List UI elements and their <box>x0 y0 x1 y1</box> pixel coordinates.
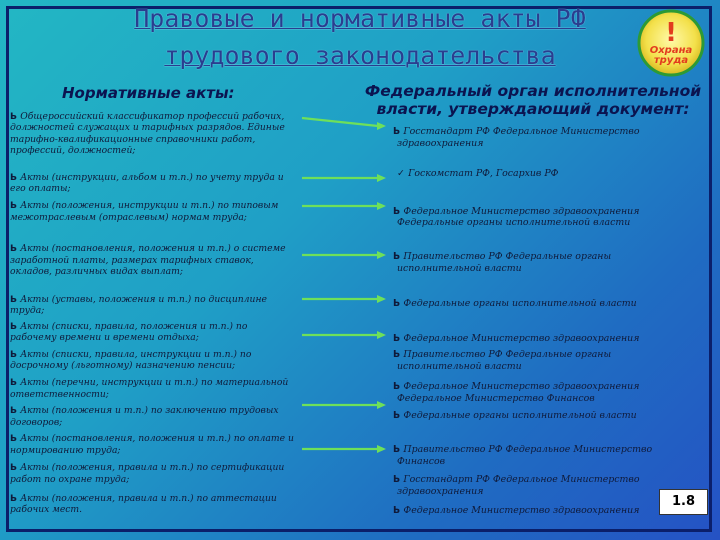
bullet-icon: Ь <box>393 251 404 262</box>
left-line-text: межотраслевым (отраслевым) нормам труда; <box>10 212 247 223</box>
left-line-text: профессий, должностей; <box>10 145 136 156</box>
bullet-icon: Ь <box>393 381 404 392</box>
left-line-text: Акты (инструкции, альбом и т.п.) по учету труда и <box>20 172 284 183</box>
left-line <box>10 111 284 122</box>
right-line-text: Федеральное Министерство здравоохранения <box>403 206 640 217</box>
left-line-text: Акты (постановления, положения и т.п.) о системе <box>20 243 286 254</box>
left-line <box>10 122 285 133</box>
right-heading-line-1: Федеральный орган исполнительной <box>364 82 702 100</box>
right-line <box>393 444 652 455</box>
right-line <box>393 474 640 485</box>
title-line-1: Правовые и нормативные акты РФ <box>134 4 586 33</box>
left-line <box>10 445 121 456</box>
bullet-icon: Ь <box>10 405 21 416</box>
left-line <box>10 243 286 254</box>
left-line-text: Акты (положения, правила и т.п.) по аттестации <box>20 493 277 504</box>
bullet-icon: Ь <box>393 474 404 485</box>
left-column-heading: Нормативные акты: <box>62 84 235 102</box>
right-line <box>397 138 483 149</box>
arrow-head-icon <box>377 295 386 303</box>
left-line <box>10 349 251 360</box>
left-line <box>10 294 267 305</box>
left-line-text: договоров; <box>10 417 63 428</box>
page-number: 1.8 <box>659 489 708 515</box>
right-line-text: Госстандарт РФ Федеральное Министерство <box>403 474 640 485</box>
badge-mark: ! <box>665 18 677 48</box>
left-line <box>10 332 199 343</box>
bullet-icon: Ь <box>393 410 404 421</box>
right-line <box>397 263 522 274</box>
bullet-icon: Ь <box>393 349 404 360</box>
right-line <box>393 206 639 217</box>
bullet-icon: Ь <box>10 294 21 305</box>
left-line <box>10 172 284 183</box>
right-line-text: Федеральные органы исполнительной власти <box>397 217 631 228</box>
left-line <box>10 389 109 400</box>
left-line-text: его оплаты; <box>10 183 71 194</box>
right-line <box>393 505 639 516</box>
left-line-text: рабочему времени и времени отдыха; <box>10 332 199 343</box>
left-line <box>10 493 277 504</box>
left-line <box>10 360 235 371</box>
right-line-text: Финансов <box>397 456 446 467</box>
bullet-icon: Ь <box>10 321 21 332</box>
right-line-text: Правительство РФ Федеральные органы <box>403 251 612 262</box>
bullet-icon: Ь <box>10 243 21 254</box>
arrow-head-icon <box>377 445 386 453</box>
bullet-icon: Ь <box>10 493 21 504</box>
left-line <box>10 321 247 332</box>
right-line-text: Федеральные органы исполнительной власти <box>403 298 637 309</box>
left-line-text: Акты (положения, правила и т.п.) по сертификации <box>20 462 285 473</box>
bullet-icon: Ь <box>393 126 404 137</box>
checkmark-icon: ✓ <box>397 168 409 179</box>
arrow-head-icon <box>377 174 386 182</box>
arrow-head-icon <box>377 331 386 339</box>
left-line <box>10 145 135 156</box>
left-line-text: труда; <box>10 305 45 316</box>
bullet-icon: Ь <box>393 298 404 309</box>
right-line-text: Правительство РФ Федеральное Министерство <box>403 444 653 455</box>
left-line <box>10 377 288 388</box>
left-line-text: Акты (уставы, положения и т.п.) по дисциплине <box>20 294 267 305</box>
arrow-head-icon <box>377 401 386 409</box>
right-line-text: здравоохранения <box>397 138 484 149</box>
bullet-icon: Ь <box>393 505 404 516</box>
right-line <box>397 217 630 228</box>
left-line-text: Акты (перечни, инструкции и т.п.) по материальной <box>20 377 289 388</box>
left-line <box>10 134 255 145</box>
arrow-head-icon <box>377 122 386 130</box>
right-heading-line-2: власти, утверждающий документ: <box>376 100 690 118</box>
left-line-text: ответственности; <box>10 389 109 400</box>
left-line-text: должностей служащих и тарифных разрядов. Единые <box>10 122 285 133</box>
left-line <box>10 405 279 416</box>
right-line <box>393 381 639 392</box>
left-line <box>10 462 284 473</box>
title-line-2: трудового законодательства <box>164 41 556 70</box>
bullet-icon: Ь <box>393 444 404 455</box>
right-line <box>393 298 637 309</box>
right-line <box>393 410 637 421</box>
right-line <box>397 393 595 404</box>
bullet-icon: Ь <box>10 172 21 183</box>
arrow-head-icon <box>377 202 386 210</box>
left-line <box>10 474 129 485</box>
right-line-text: Правительство РФ Федеральные органы <box>403 349 612 360</box>
left-line-text: Общероссийский классификатор профессий рабочих, <box>20 111 285 122</box>
left-line <box>10 200 278 211</box>
bullet-icon: Ь <box>10 200 21 211</box>
left-line-text: нормированию труда; <box>10 445 121 456</box>
right-line <box>393 349 611 360</box>
arrow-head-icon <box>377 251 386 259</box>
bullet-icon: Ь <box>10 462 21 473</box>
left-line-text: Акты (списки, правила, положения и т.п.) по <box>20 321 248 332</box>
left-line-text: Акты (постановления, положения и т.п.) по оплате и <box>20 433 294 444</box>
left-line-text: работ по охране труда; <box>10 474 130 485</box>
right-line-text: Госкомстат РФ, Госархив РФ <box>408 168 559 179</box>
right-line-text: Федеральные органы исполнительной власти <box>403 410 637 421</box>
right-line-text: Федеральное Министерство здравоохранения <box>403 505 640 516</box>
right-line <box>393 126 640 137</box>
left-line <box>10 504 82 515</box>
right-line-text: Федеральное Министерство здравоохранения <box>403 333 640 344</box>
right-line-text: Госстандарт РФ Федеральное Министерство <box>403 126 640 137</box>
right-line <box>397 456 445 467</box>
right-line <box>397 168 558 179</box>
left-line-text: рабочих мест. <box>10 504 83 515</box>
left-line-text: заработной платы, размерах тарифных ставок, <box>10 255 254 266</box>
left-line <box>10 417 62 428</box>
arrow-line <box>302 118 378 126</box>
bullet-icon: Ь <box>10 433 21 444</box>
badge-line-2: труда <box>653 55 689 66</box>
left-line <box>10 255 254 266</box>
badge-line-1: Охрана <box>649 45 693 56</box>
left-line <box>10 266 183 277</box>
right-line <box>393 251 611 262</box>
left-line-text: Акты (списки, правила, инструкции и т.п.) по <box>20 349 252 360</box>
bullet-icon: Ь <box>393 206 404 217</box>
bullet-icon: Ь <box>393 333 404 344</box>
left-line-text: досрочному (льготному) назначению пенсии; <box>10 360 236 371</box>
right-line-text: исполнительной власти <box>397 361 522 372</box>
left-line-text: Акты (положения, инструкции и т.п.) по типовым <box>20 200 279 211</box>
bullet-icon: Ь <box>10 111 21 122</box>
left-line <box>10 433 294 444</box>
right-line-text: Федеральное Министерство здравоохранения <box>403 381 640 392</box>
right-line-text: исполнительной власти <box>397 263 522 274</box>
bullet-icon: Ь <box>10 377 21 388</box>
right-line <box>397 486 483 497</box>
right-line-text: здравоохранения <box>397 486 484 497</box>
right-line <box>397 361 522 372</box>
left-line <box>10 305 44 316</box>
left-line <box>10 212 247 223</box>
bullet-icon: Ь <box>10 349 21 360</box>
left-line-text: Акты (положения и т.п.) по заключению трудовых <box>20 405 279 416</box>
right-line-text: Федеральное Министерство Финансов <box>397 393 595 404</box>
left-line-text: тарифно-квалификационные справочники работ, <box>10 134 256 145</box>
right-line <box>393 333 639 344</box>
left-line <box>10 183 71 194</box>
left-line-text: окладов, различных видах выплат; <box>10 266 183 277</box>
